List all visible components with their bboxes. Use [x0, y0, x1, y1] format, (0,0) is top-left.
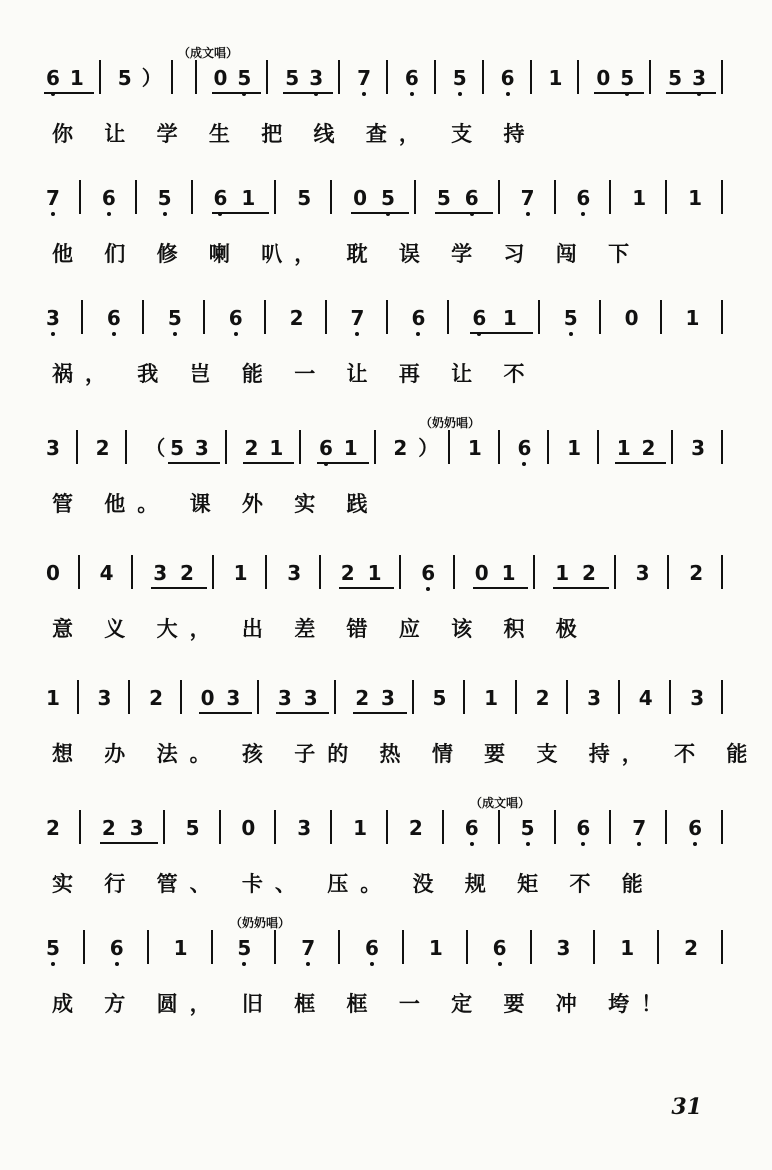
note: 6 — [465, 818, 479, 838]
note: 2 — [408, 816, 423, 840]
bar-line — [412, 680, 414, 714]
bar-line — [128, 680, 130, 714]
note: 7 — [632, 818, 646, 838]
underline-beam — [666, 92, 692, 94]
note: 1 — [173, 936, 188, 960]
underline-beam — [307, 92, 333, 94]
note: 3 — [691, 436, 706, 460]
bar-line — [171, 60, 173, 94]
bar-line — [593, 930, 595, 964]
note: 5 — [453, 68, 467, 88]
note: 0 — [213, 66, 228, 90]
note: 5 — [170, 436, 184, 460]
underline-beam — [501, 332, 533, 334]
note: 5 — [564, 308, 578, 328]
bar-line — [434, 60, 436, 94]
underline-beam — [594, 92, 620, 94]
note: 5 — [297, 186, 312, 210]
note: 1 — [353, 816, 367, 840]
note: ） — [418, 436, 439, 460]
bar-line — [721, 810, 723, 844]
bar-line — [599, 300, 601, 334]
note: 1 — [567, 436, 582, 460]
note: 1 — [620, 936, 635, 960]
note: 5 — [620, 68, 634, 88]
bar-line — [498, 810, 500, 844]
note: 2 — [289, 306, 304, 330]
note: 0 — [474, 561, 489, 585]
note: 3 — [194, 436, 209, 460]
note: 3 — [287, 561, 302, 585]
note: 6 — [365, 938, 379, 958]
underline-beam — [283, 92, 309, 94]
note: 0 — [596, 66, 611, 90]
bar-line — [463, 680, 465, 714]
note: 3 — [587, 686, 602, 710]
bar-line — [554, 810, 556, 844]
note: 2 — [46, 816, 60, 840]
octave-dot — [107, 212, 111, 216]
note: 2 — [393, 436, 408, 460]
underline-beam — [178, 587, 207, 589]
bar-line — [609, 810, 611, 844]
lyrics-line: 他 们 修 喇 叭， 耽 误 学 习 闯 下 — [52, 242, 642, 266]
bar-line — [547, 430, 549, 464]
note: 6 — [110, 938, 124, 958]
lyrics-line: 实 行 管、 卡、 压。 没 规 矩 不 能 — [52, 872, 655, 896]
bar-line — [448, 430, 450, 464]
underline-beam — [199, 712, 227, 714]
bar-line — [330, 810, 332, 844]
bar-line — [399, 555, 401, 589]
note: 5 — [436, 186, 451, 210]
bar-line — [618, 680, 620, 714]
note: 2 — [101, 816, 116, 840]
note: 6 — [102, 188, 116, 208]
bar-line — [264, 300, 266, 334]
note: 6 — [576, 188, 590, 208]
underline-beam — [168, 462, 195, 464]
underline-beam — [379, 212, 409, 214]
underline-beam — [351, 212, 381, 214]
note: 1 — [46, 686, 60, 710]
note: 1 — [269, 436, 284, 460]
note: 7 — [521, 188, 535, 208]
note: 3 — [277, 686, 292, 710]
note: 0 — [200, 686, 215, 710]
bar-line — [533, 555, 535, 589]
underline-beam — [193, 462, 220, 464]
note: 6 — [465, 188, 479, 208]
note: 2 — [535, 686, 550, 710]
bar-line — [76, 430, 78, 464]
note: 5 — [237, 938, 251, 958]
bar-line — [338, 930, 340, 964]
underline-beam — [618, 92, 644, 94]
octave-dot — [163, 212, 167, 216]
lyrics-line: 成 方 圆， 旧 框 框 一 定 要 冲 垮！ — [52, 992, 675, 1016]
note: 6 — [46, 68, 60, 88]
note: 6 — [472, 308, 486, 328]
underline-beam — [379, 712, 407, 714]
note: 2 — [641, 436, 656, 460]
bar-line — [660, 300, 662, 334]
bar-line — [81, 300, 83, 334]
note: 7 — [46, 188, 60, 208]
octave-dot — [498, 962, 502, 966]
octave-dot — [526, 842, 530, 846]
note: 3 — [226, 686, 241, 710]
note: 1 — [502, 306, 517, 330]
underline-beam — [235, 92, 261, 94]
note: 0 — [46, 561, 60, 585]
note: 3 — [690, 686, 705, 710]
bar-line — [211, 930, 213, 964]
bar-line — [721, 180, 723, 214]
bar-line — [225, 430, 227, 464]
bar-line — [274, 180, 276, 214]
note: 5 — [668, 66, 683, 90]
bar-line — [142, 300, 144, 334]
note: 7 — [351, 308, 365, 328]
bar-line — [665, 810, 667, 844]
singer-cue: （奶奶唱） — [230, 916, 291, 930]
bar-line — [498, 180, 500, 214]
bar-line — [79, 180, 81, 214]
note: 3 — [46, 436, 60, 460]
octave-dot — [355, 332, 359, 336]
note: 1 — [632, 186, 647, 210]
lyrics-line: 祸， 我 岂 能 一 让 再 让 不 — [52, 362, 537, 386]
note: 6 — [501, 68, 515, 88]
bar-line — [191, 180, 193, 214]
underline-beam — [470, 332, 502, 334]
note: 3 — [46, 308, 60, 328]
octave-dot — [410, 92, 414, 96]
underline-beam — [342, 462, 369, 464]
underline-beam — [44, 92, 70, 94]
bar-line — [554, 180, 556, 214]
note: 3 — [303, 686, 318, 710]
note: 1 — [233, 561, 248, 585]
note: 2 — [244, 436, 259, 460]
note: 7 — [301, 938, 315, 958]
note: 0 — [241, 816, 256, 840]
bar-line — [466, 930, 468, 964]
note: 2 — [355, 686, 370, 710]
note: 6 — [107, 308, 121, 328]
note: 5 — [521, 818, 535, 838]
bar-line — [338, 60, 340, 94]
note: 3 — [381, 686, 395, 710]
octave-dot — [51, 212, 55, 216]
note: 3 — [97, 686, 112, 710]
octave-dot — [51, 332, 55, 336]
note: 6 — [421, 563, 435, 583]
octave-dot — [426, 587, 430, 591]
note: 2 — [689, 561, 704, 585]
octave-dot — [51, 962, 55, 966]
octave-dot — [458, 92, 462, 96]
bar-line — [414, 180, 416, 214]
bar-line — [649, 60, 651, 94]
octave-dot — [242, 962, 246, 966]
underline-beam — [267, 462, 294, 464]
note: 1 — [428, 936, 443, 960]
bar-line — [147, 930, 149, 964]
bar-line — [274, 810, 276, 844]
octave-dot — [115, 962, 119, 966]
underline-beam — [435, 212, 465, 214]
bar-line — [721, 430, 723, 464]
bar-line — [77, 680, 79, 714]
note: 5 — [237, 68, 251, 88]
note: 2 — [340, 561, 355, 585]
underline-beam — [224, 712, 252, 714]
underline-beam — [640, 462, 667, 464]
bar-line — [386, 810, 388, 844]
bar-line — [219, 810, 221, 844]
underline-beam — [553, 587, 582, 589]
octave-dot — [569, 332, 573, 336]
underline-beam — [239, 212, 269, 214]
note: 5 — [381, 188, 395, 208]
underline-beam — [580, 587, 609, 589]
underline-beam — [339, 587, 368, 589]
bar-line — [442, 810, 444, 844]
note: 3 — [153, 561, 168, 585]
note: 4 — [99, 561, 114, 585]
bar-line — [299, 430, 301, 464]
note: 1 — [343, 436, 358, 460]
octave-dot — [693, 842, 697, 846]
note: 2 — [149, 686, 163, 710]
bar-line — [79, 810, 81, 844]
note: 6 — [319, 438, 333, 458]
note: 6 — [229, 308, 243, 328]
bar-line — [212, 555, 214, 589]
bar-line — [515, 680, 517, 714]
bar-line — [386, 60, 388, 94]
note: 1 — [484, 686, 498, 710]
bar-line — [657, 930, 659, 964]
note: 6 — [411, 308, 425, 328]
bar-line — [163, 810, 165, 844]
bar-line — [453, 555, 455, 589]
note: 5 — [117, 66, 132, 90]
underline-beam — [366, 587, 395, 589]
note: 1 — [685, 306, 700, 330]
bar-line — [721, 680, 723, 714]
note: 7 — [357, 68, 371, 88]
octave-dot — [234, 332, 238, 336]
underline-beam — [276, 712, 304, 714]
underline-beam — [615, 462, 642, 464]
note: 5 — [285, 66, 300, 90]
underline-beam — [151, 587, 180, 589]
underline-beam — [212, 92, 238, 94]
note: 1 — [69, 66, 84, 90]
bar-line — [265, 555, 267, 589]
note: 6 — [576, 818, 590, 838]
bar-line — [721, 60, 723, 94]
bar-line — [203, 300, 205, 334]
underline-beam — [128, 842, 158, 844]
bar-line — [334, 680, 336, 714]
underline-beam — [243, 462, 270, 464]
bar-line — [669, 680, 671, 714]
note: 5 — [158, 188, 172, 208]
bar-line — [614, 555, 616, 589]
note: 6 — [688, 818, 702, 838]
underline-beam — [100, 842, 130, 844]
bar-line — [538, 300, 540, 334]
bar-line — [402, 930, 404, 964]
note: 1 — [548, 66, 563, 90]
note: 1 — [367, 561, 382, 585]
bar-line — [325, 300, 327, 334]
lyrics-line: 意 义 大， 出 差 错 应 该 积 极 — [52, 617, 589, 641]
singer-cue: （成文唱） — [178, 46, 239, 60]
bar-line — [577, 60, 579, 94]
bar-line — [266, 60, 268, 94]
octave-dot — [637, 842, 641, 846]
octave-dot — [173, 332, 177, 336]
note: 5 — [432, 686, 447, 710]
octave-dot — [112, 332, 116, 336]
octave-dot — [370, 962, 374, 966]
bar-line — [257, 680, 259, 714]
singer-cue: （成文唱） — [470, 796, 531, 810]
note: 3 — [635, 561, 650, 585]
bar-line — [195, 60, 197, 94]
bar-line — [447, 300, 449, 334]
bar-line — [386, 300, 388, 334]
singer-cue: （奶奶唱） — [420, 416, 481, 430]
note: 5 — [185, 816, 200, 840]
octave-dot — [581, 842, 585, 846]
lyrics-line: 管 他。 课 外 实 践 — [52, 492, 380, 516]
octave-dot — [522, 462, 526, 466]
note: 1 — [467, 436, 482, 460]
note: 2 — [582, 561, 596, 585]
bar-line — [665, 180, 667, 214]
bar-line — [609, 180, 611, 214]
note: 6 — [493, 938, 507, 958]
note: 2 — [684, 936, 699, 960]
note: 2 — [180, 561, 194, 585]
note: 1 — [616, 436, 631, 460]
bar-line — [498, 430, 500, 464]
note: 5 — [168, 308, 182, 328]
note: 6 — [214, 188, 228, 208]
note: 5 — [46, 938, 60, 958]
lyrics-line: 你 让 学 生 把 线 查， 支 持 — [52, 122, 537, 146]
bar-line — [125, 430, 127, 464]
note: 3 — [309, 68, 323, 88]
note: 6 — [517, 438, 531, 458]
octave-dot — [416, 332, 420, 336]
octave-dot — [526, 212, 530, 216]
note: 1 — [688, 186, 702, 210]
underline-beam — [500, 587, 529, 589]
bar-line — [566, 680, 568, 714]
octave-dot — [581, 212, 585, 216]
bar-line — [274, 930, 276, 964]
bar-line — [83, 930, 85, 964]
bar-line — [530, 930, 532, 964]
bar-line — [530, 60, 532, 94]
bar-line — [78, 555, 80, 589]
bar-line — [319, 555, 321, 589]
note: ） — [141, 66, 162, 90]
underline-beam — [353, 712, 381, 714]
note: 4 — [638, 686, 653, 710]
underline-beam — [317, 462, 344, 464]
note: 0 — [353, 186, 367, 210]
note: 3 — [129, 816, 144, 840]
bar-line — [721, 300, 723, 334]
underline-beam — [212, 212, 242, 214]
bar-line — [597, 430, 599, 464]
underline-beam — [302, 712, 330, 714]
note: 1 — [501, 561, 516, 585]
note: 1 — [241, 186, 256, 210]
note: 6 — [405, 68, 419, 88]
underline-beam — [473, 587, 502, 589]
underline-beam — [68, 92, 94, 94]
bar-line — [330, 180, 332, 214]
note: 0 — [624, 306, 639, 330]
note: 2 — [95, 436, 110, 460]
bar-line — [131, 555, 133, 589]
bar-line — [482, 60, 484, 94]
note: （ — [145, 436, 166, 460]
underline-beam — [463, 212, 493, 214]
page-number: 31 — [671, 1094, 702, 1120]
bar-line — [671, 430, 673, 464]
underline-beam — [690, 92, 716, 94]
note: 1 — [555, 561, 570, 585]
note: 3 — [692, 68, 706, 88]
note: 3 — [556, 936, 571, 960]
bar-line — [180, 680, 182, 714]
bar-line — [99, 60, 101, 94]
octave-dot — [306, 962, 310, 966]
bar-line — [135, 180, 137, 214]
octave-dot — [470, 842, 474, 846]
bar-line — [721, 930, 723, 964]
bar-line — [721, 555, 723, 589]
lyrics-line: 想 办 法。 孩 子的 热 情 要 支 持， 不 能 — [52, 742, 760, 766]
note: 3 — [297, 816, 312, 840]
octave-dot — [506, 92, 510, 96]
bar-line — [374, 430, 376, 464]
octave-dot — [362, 92, 366, 96]
bar-line — [667, 555, 669, 589]
